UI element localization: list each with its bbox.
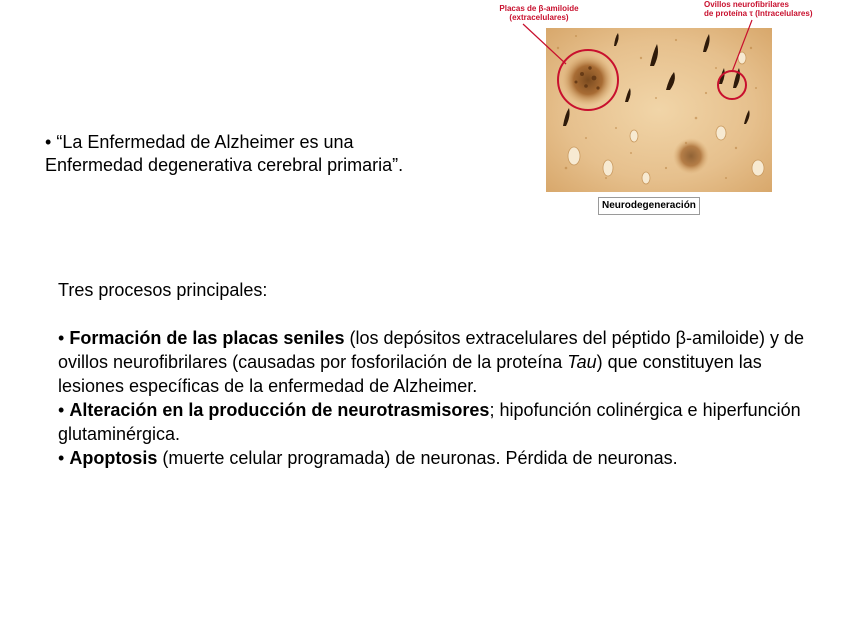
bullet: •	[58, 448, 65, 468]
bullet: •	[58, 400, 65, 420]
main-content	[58, 278, 818, 470]
process-text: (los depósitos extracelulares del péptido β-amiloide) y de ovillos neurofibrilares (causadas por fosforilación de la proteína	[58, 328, 805, 372]
process-item-plaques	[58, 326, 818, 398]
process-text: (muerte celular programada) de neuronas. Pérdida de neuronas.	[157, 448, 678, 468]
process-item-neurotransmitters	[58, 398, 818, 446]
label-ovillos	[704, 0, 844, 18]
label-ovillos-line-2: de proteína τ (Intracelulares)	[704, 9, 813, 18]
figure-caption: Neurodegeneración	[598, 197, 700, 215]
definition-quote	[45, 131, 505, 177]
histology-image	[546, 28, 772, 192]
histology-image-drawing	[546, 28, 772, 192]
process-title: Formación de las placas seniles	[69, 328, 345, 348]
quote-bullet: •	[45, 132, 52, 152]
label-ovillos-line-1: Ovillos neurofibrilares	[704, 0, 789, 9]
process-item-apoptosis	[58, 446, 818, 470]
processes-intro: Tres procesos principales:	[58, 280, 268, 300]
bullet: •	[58, 328, 65, 348]
label-plaques	[489, 4, 589, 22]
process-text: ; hipofunción colinérgica e hiperfunción glutaminérgica.	[58, 400, 801, 444]
label-plaques-line-1: Placas de β-amiloide	[499, 4, 579, 13]
process-title: Alteración en la producción de neurotrasmisores	[69, 400, 490, 420]
label-plaques-line-2: (extracelulares)	[509, 13, 569, 22]
process-text-2: ) que constituyen las lesiones específicas de la enfermedad de Alzheimer.	[58, 352, 762, 396]
process-title: Apoptosis	[69, 448, 158, 468]
quote-line-1: “La Enfermedad de Alzheimer es una	[56, 132, 354, 152]
quote-line-2: Enfermedad degenerativa cerebral primaria”.	[45, 155, 404, 175]
process-italic: Tau	[567, 352, 597, 372]
